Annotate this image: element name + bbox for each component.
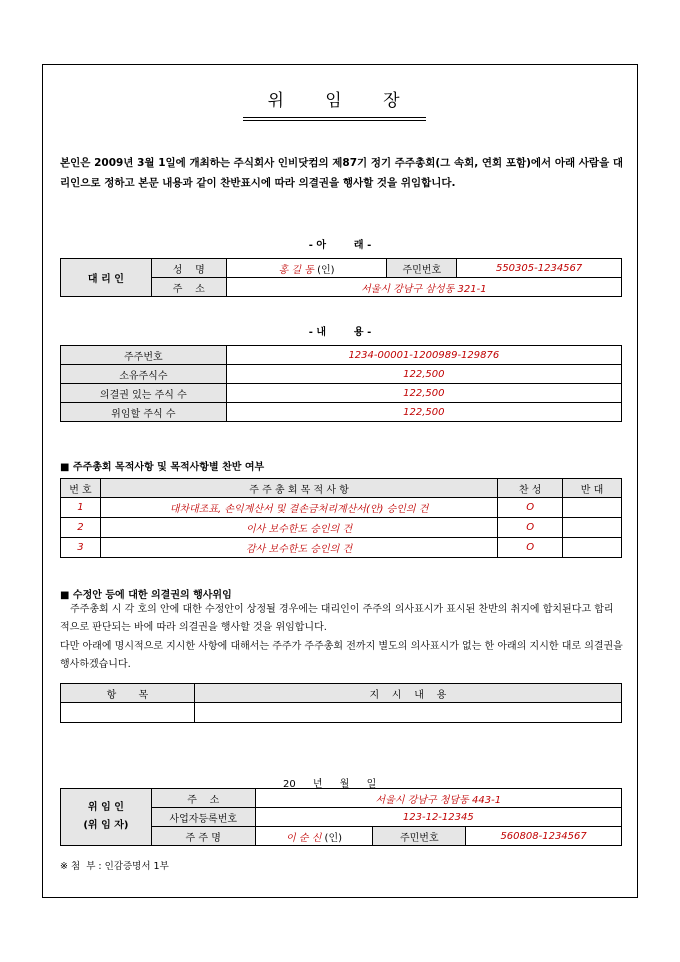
instruction-content-cell[interactable] (194, 703, 621, 723)
delegator-seal: (인) (324, 832, 343, 844)
content-label: - 내 용 - (308, 327, 372, 338)
holding-label: 위임할 주식 수 (61, 403, 227, 422)
agenda-for-mark: O (498, 498, 563, 518)
agenda-row (61, 538, 622, 558)
agenda-for-header: 찬 성 (498, 479, 563, 498)
delegator-name-label: 주 주 명 (151, 827, 255, 846)
below-label: - 아 래 - (308, 240, 372, 251)
delegator-name-cell (255, 827, 373, 846)
title-underline (243, 117, 426, 118)
holdings-row (61, 346, 622, 365)
delegator-id-value: 560808-1234567 (466, 827, 622, 846)
delegator-bizno-value: 123-12-12345 (255, 808, 621, 827)
delegator-header (61, 789, 152, 846)
agenda-against-mark (563, 498, 622, 518)
agenda-item: 이사 보수한도 승인의 건 (100, 518, 497, 538)
agenda-table (60, 478, 622, 558)
title-underline-double (243, 120, 426, 121)
holding-value: 1234-00001-1200989-129876 (226, 346, 621, 365)
agenda-no-header: 번 호 (61, 479, 101, 498)
date-line: 20 년 월 일 (283, 779, 377, 790)
agent-name-label: 성 명 (151, 259, 226, 278)
agent-table (60, 258, 622, 297)
delegator-address-value: 서울시 강남구 청담동 443-1 (255, 789, 621, 808)
attachment-note: ※ 첨 부 : 인감증명서 1부 (60, 861, 169, 872)
holding-label: 소유주식수 (61, 365, 227, 384)
amend-heading: ■ 수정안 등에 대한 의결권의 행사위임 (60, 590, 232, 601)
holdings-row (61, 403, 622, 422)
agenda-for-mark: O (498, 538, 563, 558)
agent-header: 대 리 인 (61, 259, 152, 297)
delegator-header-line1: 위 임 인 (87, 802, 124, 813)
holding-label: 주주번호 (61, 346, 227, 365)
instruction-content-header: 지 시 내 용 (194, 684, 621, 703)
agenda-item-header: 주 주 총 회 목 적 사 항 (100, 479, 497, 498)
delegator-name-value: 이 순 신 (286, 832, 322, 844)
agenda-no: 1 (61, 498, 101, 518)
amend-text-1: 주주총회 시 각 호의 안에 대한 수정안이 상정될 경우에는 대리인이 주주의 의사표시가 표시된 찬반의 취지에 합치된다고 합리적으로 판단되는 바에 따라 의결권을 행사할 것을 위임합니다. (60, 604, 614, 633)
instruction-table (60, 683, 622, 723)
agenda-against-mark (563, 518, 622, 538)
agenda-no: 2 (61, 518, 101, 538)
instruction-item-cell[interactable] (61, 703, 195, 723)
page-title: 위 임 장 (267, 91, 402, 111)
agenda-row (61, 518, 622, 538)
agent-name-cell (226, 259, 387, 278)
agenda-item: 대차대조표, 손익계산서 및 결손금처리계산서(안) 승인의 건 (100, 498, 497, 518)
holding-value: 122,500 (226, 403, 621, 422)
agenda-for-mark: O (498, 518, 563, 538)
agenda-heading: ■ 주주총회 목적사항 및 목적사항별 찬반 여부 (60, 462, 265, 473)
agent-address-label: 주 소 (151, 278, 226, 297)
delegator-address-label: 주 소 (151, 789, 255, 808)
intro-paragraph: 본인은 2009년 3월 1일에 개최하는 주식회사 인비닷컴의 제87기 정기 주주총회(그 속회, 연회 포함)에서 아래 사람을 대리인으로 정하고 본문 내용과 같이 찬반표시에 따라 의결권을 행사할 것을 위임합니다. (60, 157, 624, 189)
amend-text-2: 다만 아래에 명시적으로 지시한 사항에 대해서는 주주가 주주총회 전까지 별도의 의사표시가 없는 한 아래의 지시한 대로 의결권을 행사하겠습니다. (60, 641, 623, 670)
agenda-against-header: 반 대 (563, 479, 622, 498)
agent-id-value: 550305-1234567 (457, 259, 622, 278)
holdings-row (61, 384, 622, 403)
holding-value: 122,500 (226, 365, 621, 384)
holdings-row (61, 365, 622, 384)
instruction-item-header: 항 목 (61, 684, 195, 703)
agent-seal: (인) (317, 264, 335, 276)
agenda-row (61, 498, 622, 518)
holdings-table (60, 345, 622, 422)
agenda-item: 감사 보수한도 승인의 건 (100, 538, 497, 558)
holding-value: 122,500 (226, 384, 621, 403)
agent-name-value: 홍 길 동 (278, 264, 314, 276)
agenda-against-mark (563, 538, 622, 558)
agenda-no: 3 (61, 538, 101, 558)
delegator-id-label: 주민번호 (373, 827, 466, 846)
holding-label: 의결권 있는 주식 수 (61, 384, 227, 403)
agent-address-value: 서울시 강남구 삼성동 321-1 (226, 278, 621, 297)
instruction-row (61, 703, 622, 723)
delegator-bizno-label: 사업자등록번호 (151, 808, 255, 827)
delegator-table (60, 788, 622, 846)
agent-id-label: 주민번호 (387, 259, 457, 278)
delegator-header-line2: (위 임 자) (83, 820, 129, 831)
